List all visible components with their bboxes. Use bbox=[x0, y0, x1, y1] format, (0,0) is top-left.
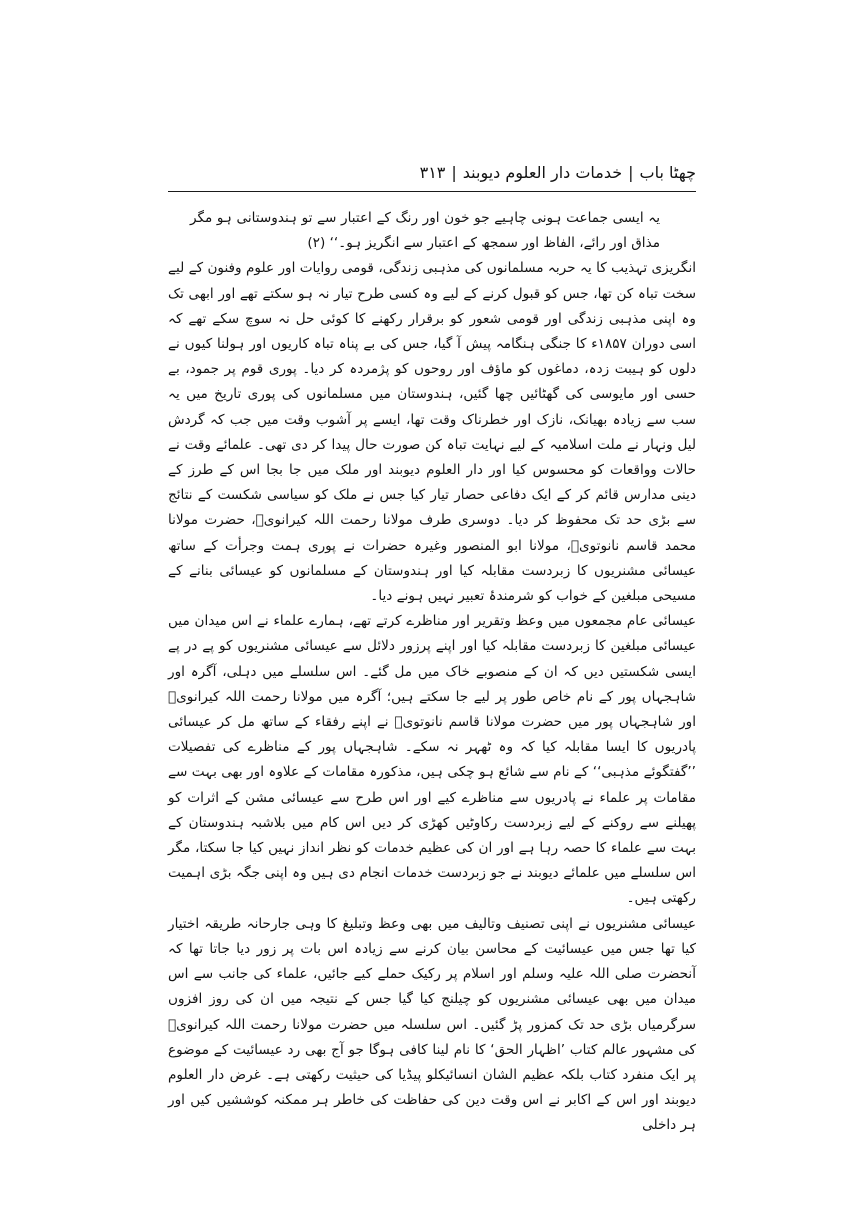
block-quote: یہ ایسی جماعت ہونی چاہیے جو خون اور رنگ کے اعتبار سے تو ہندوستانی ہو مگر مذاق اور رائے، الفاظ اور سمجھ کے اعتبار سے انگریز ہو۔‘‘ (۲) bbox=[190, 210, 660, 252]
header-separator: | bbox=[628, 163, 634, 182]
section-title: خدمات دار العلوم دیوبند bbox=[462, 163, 623, 182]
body-text bbox=[168, 200, 696, 1139]
paragraph: انگریزی تہذیب کا یہ حربہ مسلمانوں کی مذہبی زندگی، قومی روایات اور علوم وفنون کے لیے سخت تباہ کن تھا، جس کو قبول کرنے کے لیے وہ کسی طرح تیار نہ ہو سکتے تھے اور ابھی تک وہ اپنی مذہبی زندگی اور قومی شعور کو برقرار رکھنے کا کوئی حل نہ سوچ سکے تھے کہ اسی دوران ۱۸۵۷ء کا جنگی ہنگامہ پیش آ گیا، جس کی بے پناہ تباہ کاریوں اور ہولنا کیوں نے دلوں کو ہیبت زدہ، دماغوں کو ماؤف اور روحوں کو پژمردہ کر دیا۔ پوری قوم پر جمود، بے حسی اور مایوسی کی گھٹائیں چھا گئیں، ہندوستان میں مسلمانوں کی پوری تاریخ میں یہ سب سے زیادہ بھیانک، نازک اور خطرناک وقت تھا، ایسے پر آشوب وقت میں جب کہ گردش لیل ونہار نے ملت اسلامیہ کے لیے نہایت تباہ کن صورت حال پیدا کر دی تھی۔ علمائے وقت نے حالات وواقعات کو محسوس کیا اور دار العلوم دیوبند اور ملک میں جا بجا اس کے طرز کے دینی مدارس قائم کر کے ایک دفاعی حصار تیار کیا جس نے ملک کو سیاسی شکست کے نتائج سے بڑی حد تک محفوظ کر دیا۔ دوسری طرف مولانا رحمت اللہ کیرانویؒ، حضرت مولانا محمد قاسم نانوتویؒ، مولانا ابو المنصور وغیرہ حضرات نے پوری ہمت وجرأت کے ساتھ عیسائی مشنریوں کا زبردست مقابلہ کیا اور ہندوستان کے مسلمانوں کو عیسائی بنانے کے مسیحی مبلغین کے خواب کو شرمندۂ تعبیر نہیں ہونے دیا۔ bbox=[168, 260, 696, 605]
paragraph: عیسائی عام مجمعوں میں وعظ وتقریر اور مناظرے کرتے تھے، ہمارے علماء نے اس میدان میں عیسائی مبلغین کا زبردست مقابلہ کیا اور اپنے پرزور دلائل سے عیسائی مشنریوں کو پے در پے ایسی شکستیں دیں کہ ان کے منصوبے خاک میں مل گئے۔ اس سلسلے میں دہلی، آگرہ اور شاہجہاں پور کے نام خاص طور پر لیے جا سکتے ہیں؛ آگرہ میں مولانا رحمت اللہ کیرانویؒ اور شاہجہاں پور میں حضرت مولانا قاسم نانوتویؒ نے اپنے رفقاء کے ساتھ مل کر عیسائی پادریوں کا ایسا مقابلہ کیا کہ وہ ٹھہر نہ سکے۔ شاہجہاں پور کے مناظرے کی تفصیلات ’’گفتگوئے مذہبی‘‘ کے نام سے شائع ہو چکی ہیں، مذکورہ مقامات کے علاوہ اور بھی بہت سے مقامات پر علماء نے پادریوں سے مناظرے کیے اور اس طرح سے عیسائی مشن کے اثرات کو پھیلنے سے روکنے کے لیے زبردست رکاوٹیں کھڑی کر دیں اس کام میں بلاشبہ ہندوستان کے بہت سے علماء کا حصہ رہا ہے اور ان کی عظیم خدمات کو نظر انداز نہیں کیا جا سکتا، مگر اس سلسلے میں علمائے دیوبند نے جو زبردست خدمات انجام دی ہیں وہ اپنی جگہ بڑی اہمیت رکھتی ہیں۔ bbox=[168, 613, 696, 907]
header-rule bbox=[168, 191, 696, 192]
header-separator: | bbox=[451, 163, 457, 182]
page-number: ۳۱۳ bbox=[419, 163, 446, 182]
chapter-title: چھٹا باب bbox=[639, 163, 696, 182]
paragraph: عیسائی مشنریوں نے اپنی تصنیف وتالیف میں بھی وعظ وتبلیغ کا وہی جارحانہ طریقہ اختیار کیا تھا جس میں عیسائیت کے محاسن بیان کرنے سے زیادہ اس بات پر زور دیا جاتا تھا کہ آنحضرت صلی اللہ علیہ وسلم اور اسلام پر رکیک حملے کیے جائیں، علماء کی جانب سے اس میدان میں بھی عیسائی مشنریوں کو چیلنج کیا گیا جس کے نتیجہ میں ان کی روز افزوں سرگرمیاں بڑی حد تک کمزور پڑ گئیں۔ اس سلسلہ میں حضرت مولانا رحمت اللہ کیرانویؒ کی مشہور عالم کتاب ’اظہار الحق‘ کا نام لینا کافی ہوگا جو آج بھی رد عیسائیت کے موضوع پر ایک منفرد کتاب بلکہ عظیم الشان انسائیکلو پیڈیا کی حیثیت رکھتی ہے۔ غرض دار العلوم دیوبند اور اس کے اکابر نے اس وقت دین کی حفاظت کی خاطر ہر ممکنہ کوششیں کیں اور ہر داخلی bbox=[168, 915, 696, 1134]
running-header bbox=[168, 158, 696, 188]
